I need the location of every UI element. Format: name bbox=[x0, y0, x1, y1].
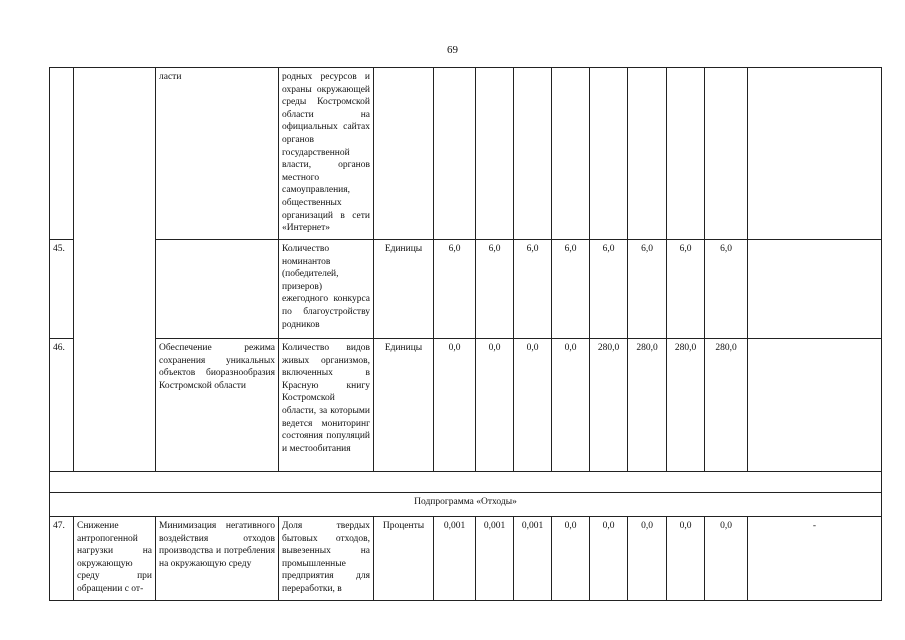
note-cell: - bbox=[748, 517, 882, 601]
indicators-table bbox=[49, 67, 882, 601]
value-cell: 0,001 bbox=[514, 517, 552, 601]
value-cell: 280,0 bbox=[590, 339, 628, 472]
value-cell: 0,0 bbox=[514, 339, 552, 472]
value-cell: 0,0 bbox=[667, 517, 705, 601]
goal-text: Снижение антропогенной нагрузки на окружающую среду при обращении с от- bbox=[77, 521, 152, 594]
table-row-46 bbox=[50, 339, 882, 472]
row-number-cell: 46. bbox=[50, 339, 74, 472]
table-row-continuation bbox=[50, 68, 882, 240]
unit-cell: Единицы bbox=[374, 240, 434, 339]
value-cell: 280,0 bbox=[628, 339, 667, 472]
task-cell bbox=[156, 240, 279, 339]
value-cell: 0,001 bbox=[434, 517, 476, 601]
value-cell: 0,0 bbox=[552, 517, 590, 601]
table-row-45 bbox=[50, 240, 882, 339]
subprogram-title: Подпрограмма «Отходы» bbox=[50, 493, 882, 517]
table-row-spacer bbox=[50, 472, 882, 493]
indicator-cell bbox=[279, 517, 374, 601]
value-cell: 0,0 bbox=[705, 517, 748, 601]
note-cell bbox=[748, 240, 882, 339]
value-cell: 6,0 bbox=[514, 240, 552, 339]
value-cell: 6,0 bbox=[667, 240, 705, 339]
value-cell: 0,0 bbox=[434, 339, 476, 472]
value-cell: 6,0 bbox=[590, 240, 628, 339]
task-cell: ласти bbox=[156, 68, 279, 240]
task-cell: Обеспечение режима сохранения уникальных объектов биоразнообразия Костромской области bbox=[156, 339, 279, 472]
indicator-cell: Количество номинантов (победителей, призеров) ежегодного конкурса по благоустройству родников bbox=[279, 240, 374, 339]
indicator-cell: Количество видов живых организмов, включенных в Красную книгу Костромской области, за которыми ведется мониторинг состояния популяций и местообитания bbox=[279, 339, 374, 472]
value-cell: 6,0 bbox=[434, 240, 476, 339]
goal-cell bbox=[74, 517, 156, 601]
row-number-cell: 47. bbox=[50, 517, 74, 601]
value-cell: 0,0 bbox=[552, 339, 590, 472]
task-text: Минимизация негативного воздействия отходов производства и потребления на окружающую среду bbox=[159, 521, 275, 569]
indicator-text: Доля твердых бытовых отходов, вывезенных на промышленные предприятия для переработки, в bbox=[282, 521, 370, 594]
task-cell bbox=[156, 517, 279, 601]
value-cell: 0,0 bbox=[590, 517, 628, 601]
row-number-cell bbox=[50, 68, 74, 240]
unit-cell: Единицы bbox=[374, 339, 434, 472]
value-cell: 6,0 bbox=[628, 240, 667, 339]
note-cell bbox=[748, 339, 882, 472]
subprogram-row bbox=[50, 493, 882, 517]
row-number-cell: 45. bbox=[50, 240, 74, 339]
table-row-47 bbox=[50, 517, 882, 601]
value-cell: 6,0 bbox=[552, 240, 590, 339]
value-cell: 6,0 bbox=[476, 240, 514, 339]
indicator-cell: родных ресурсов и охраны окружающей среды Костромской области на официальных сайтах органов государственной власти, органов местного самоуправления, общественных организаций в сети «Интернет» bbox=[279, 68, 374, 240]
value-cell: 6,0 bbox=[705, 240, 748, 339]
value-cell: 0,0 bbox=[476, 339, 514, 472]
page-number: 69 bbox=[447, 44, 458, 56]
unit-cell: Проценты bbox=[374, 517, 434, 601]
goal-cell bbox=[74, 68, 156, 472]
value-cell: 0,001 bbox=[476, 517, 514, 601]
value-cell: 280,0 bbox=[705, 339, 748, 472]
value-cell: 280,0 bbox=[667, 339, 705, 472]
value-cell: 0,0 bbox=[628, 517, 667, 601]
